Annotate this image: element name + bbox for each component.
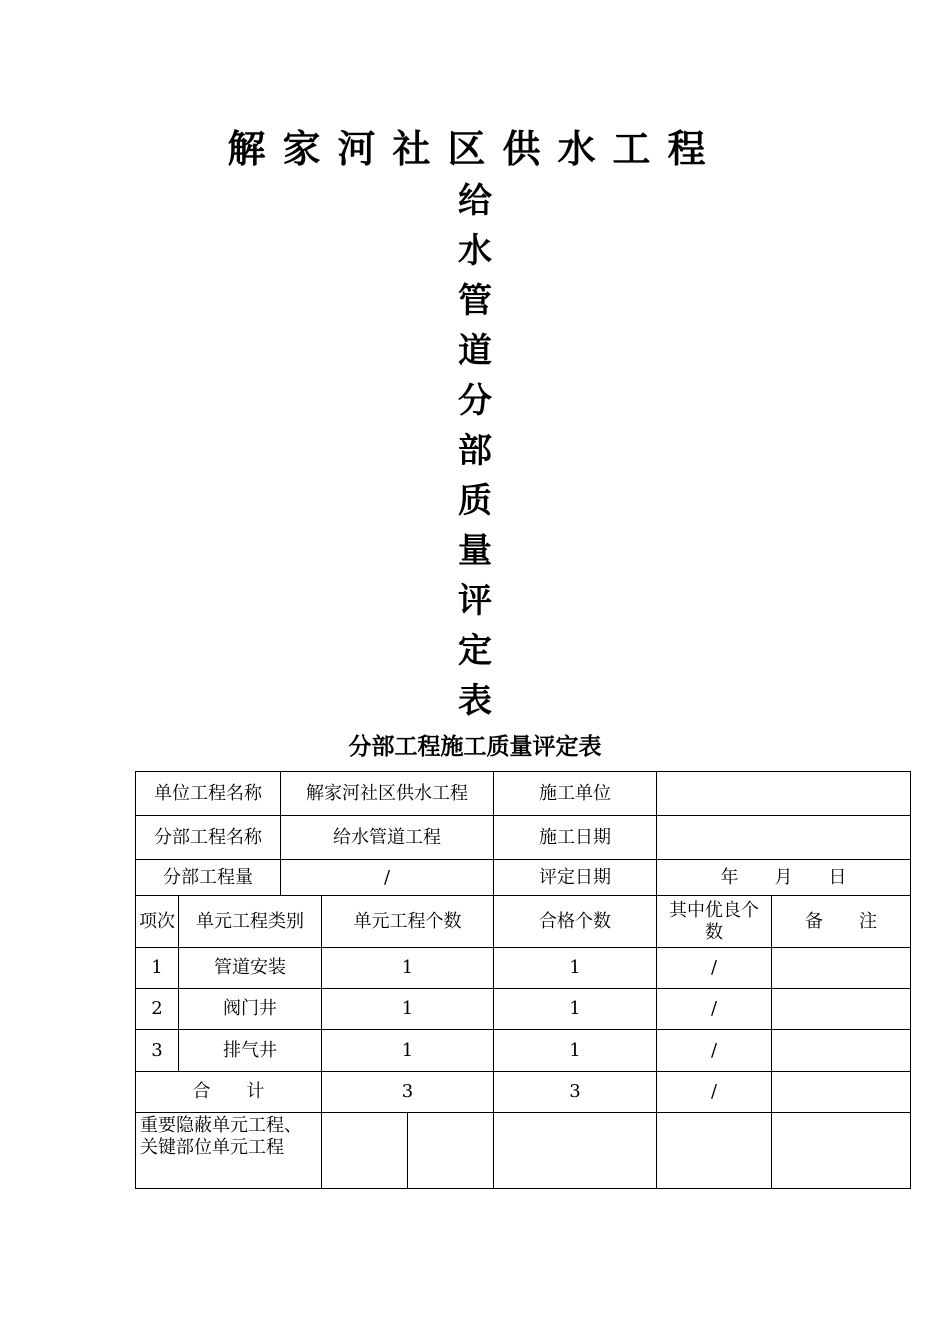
vertical-title [450, 176, 500, 726]
row-qualified: 1 [494, 1030, 657, 1072]
key-units-cell [322, 1113, 408, 1189]
vertical-title-char: 给 [458, 181, 492, 221]
unit-project-value: 解家河社区供水工程 [281, 772, 494, 816]
col-index-header: 项次 [136, 896, 179, 948]
row-qualified: 1 [494, 989, 657, 1030]
project-title: 解家河社区供水工程 [227, 127, 723, 171]
row-category: 管道安装 [179, 948, 322, 989]
row-excellent: / [657, 1030, 772, 1072]
info-row-quantity [136, 860, 911, 896]
total-row [136, 1072, 911, 1113]
unit-project-label: 单位工程名称 [136, 772, 281, 816]
row-count: 1 [322, 948, 494, 989]
sub-project-label: 分部工程名称 [136, 816, 281, 860]
table-row [136, 989, 911, 1030]
row-qualified: 1 [494, 948, 657, 989]
vertical-title-char: 定 [458, 631, 492, 671]
total-remark [772, 1072, 911, 1113]
info-row-sub [136, 816, 911, 860]
vertical-title-char: 质 [458, 481, 492, 521]
column-header-row [136, 896, 911, 948]
col-count-header: 单元工程个数 [322, 896, 494, 948]
row-index: 3 [136, 1030, 179, 1072]
evaluation-table [135, 771, 911, 1189]
sub-project-value: 给水管道工程 [281, 816, 494, 860]
row-category: 阀门井 [179, 989, 322, 1030]
key-units-cell [657, 1113, 772, 1189]
eval-date-label: 评定日期 [494, 860, 657, 896]
col-qualified-header: 合格个数 [494, 896, 657, 948]
table-title: 分部工程施工质量评定表 [348, 734, 602, 760]
row-index: 2 [136, 989, 179, 1030]
row-category: 排气井 [179, 1030, 322, 1072]
row-remark [772, 1030, 911, 1072]
total-excellent: / [657, 1072, 772, 1113]
row-count: 1 [322, 989, 494, 1030]
construction-unit-label: 施工单位 [494, 772, 657, 816]
vertical-title-char: 量 [458, 531, 492, 571]
eval-date-value: 年 月 日 [657, 860, 911, 896]
vertical-title-char: 道 [458, 331, 492, 371]
construction-date-label: 施工日期 [494, 816, 657, 860]
key-units-label: 重要隐蔽单元工程、关键部位单元工程 [136, 1113, 322, 1189]
table-row [136, 948, 911, 989]
key-units-cell [772, 1113, 911, 1189]
row-count: 1 [322, 1030, 494, 1072]
total-count: 3 [322, 1072, 494, 1113]
vertical-title-char: 管 [458, 281, 492, 321]
construction-unit-value [657, 772, 911, 816]
row-excellent: / [657, 989, 772, 1030]
total-qualified: 3 [494, 1072, 657, 1113]
row-excellent: / [657, 948, 772, 989]
info-row-unit [136, 772, 911, 816]
vertical-title-char: 评 [458, 581, 492, 621]
row-remark [772, 989, 911, 1030]
vertical-title-char: 部 [458, 431, 492, 471]
key-units-row [136, 1113, 911, 1189]
table-row [136, 1030, 911, 1072]
row-remark [772, 948, 911, 989]
key-units-cell [408, 1113, 494, 1189]
construction-date-value [657, 816, 911, 860]
key-units-cell [494, 1113, 657, 1189]
sub-quantity-label: 分部工程量 [136, 860, 281, 896]
vertical-title-char: 分 [458, 381, 492, 421]
row-index: 1 [136, 948, 179, 989]
col-excellent-header: 其中优良个数 [657, 896, 772, 948]
total-label: 合 计 [136, 1072, 322, 1113]
vertical-title-char: 表 [458, 681, 492, 721]
sub-quantity-value: / [281, 860, 494, 896]
col-remark-header: 备 注 [772, 896, 911, 948]
col-category-header: 单元工程类别 [179, 896, 322, 948]
vertical-title-char: 水 [458, 231, 492, 271]
